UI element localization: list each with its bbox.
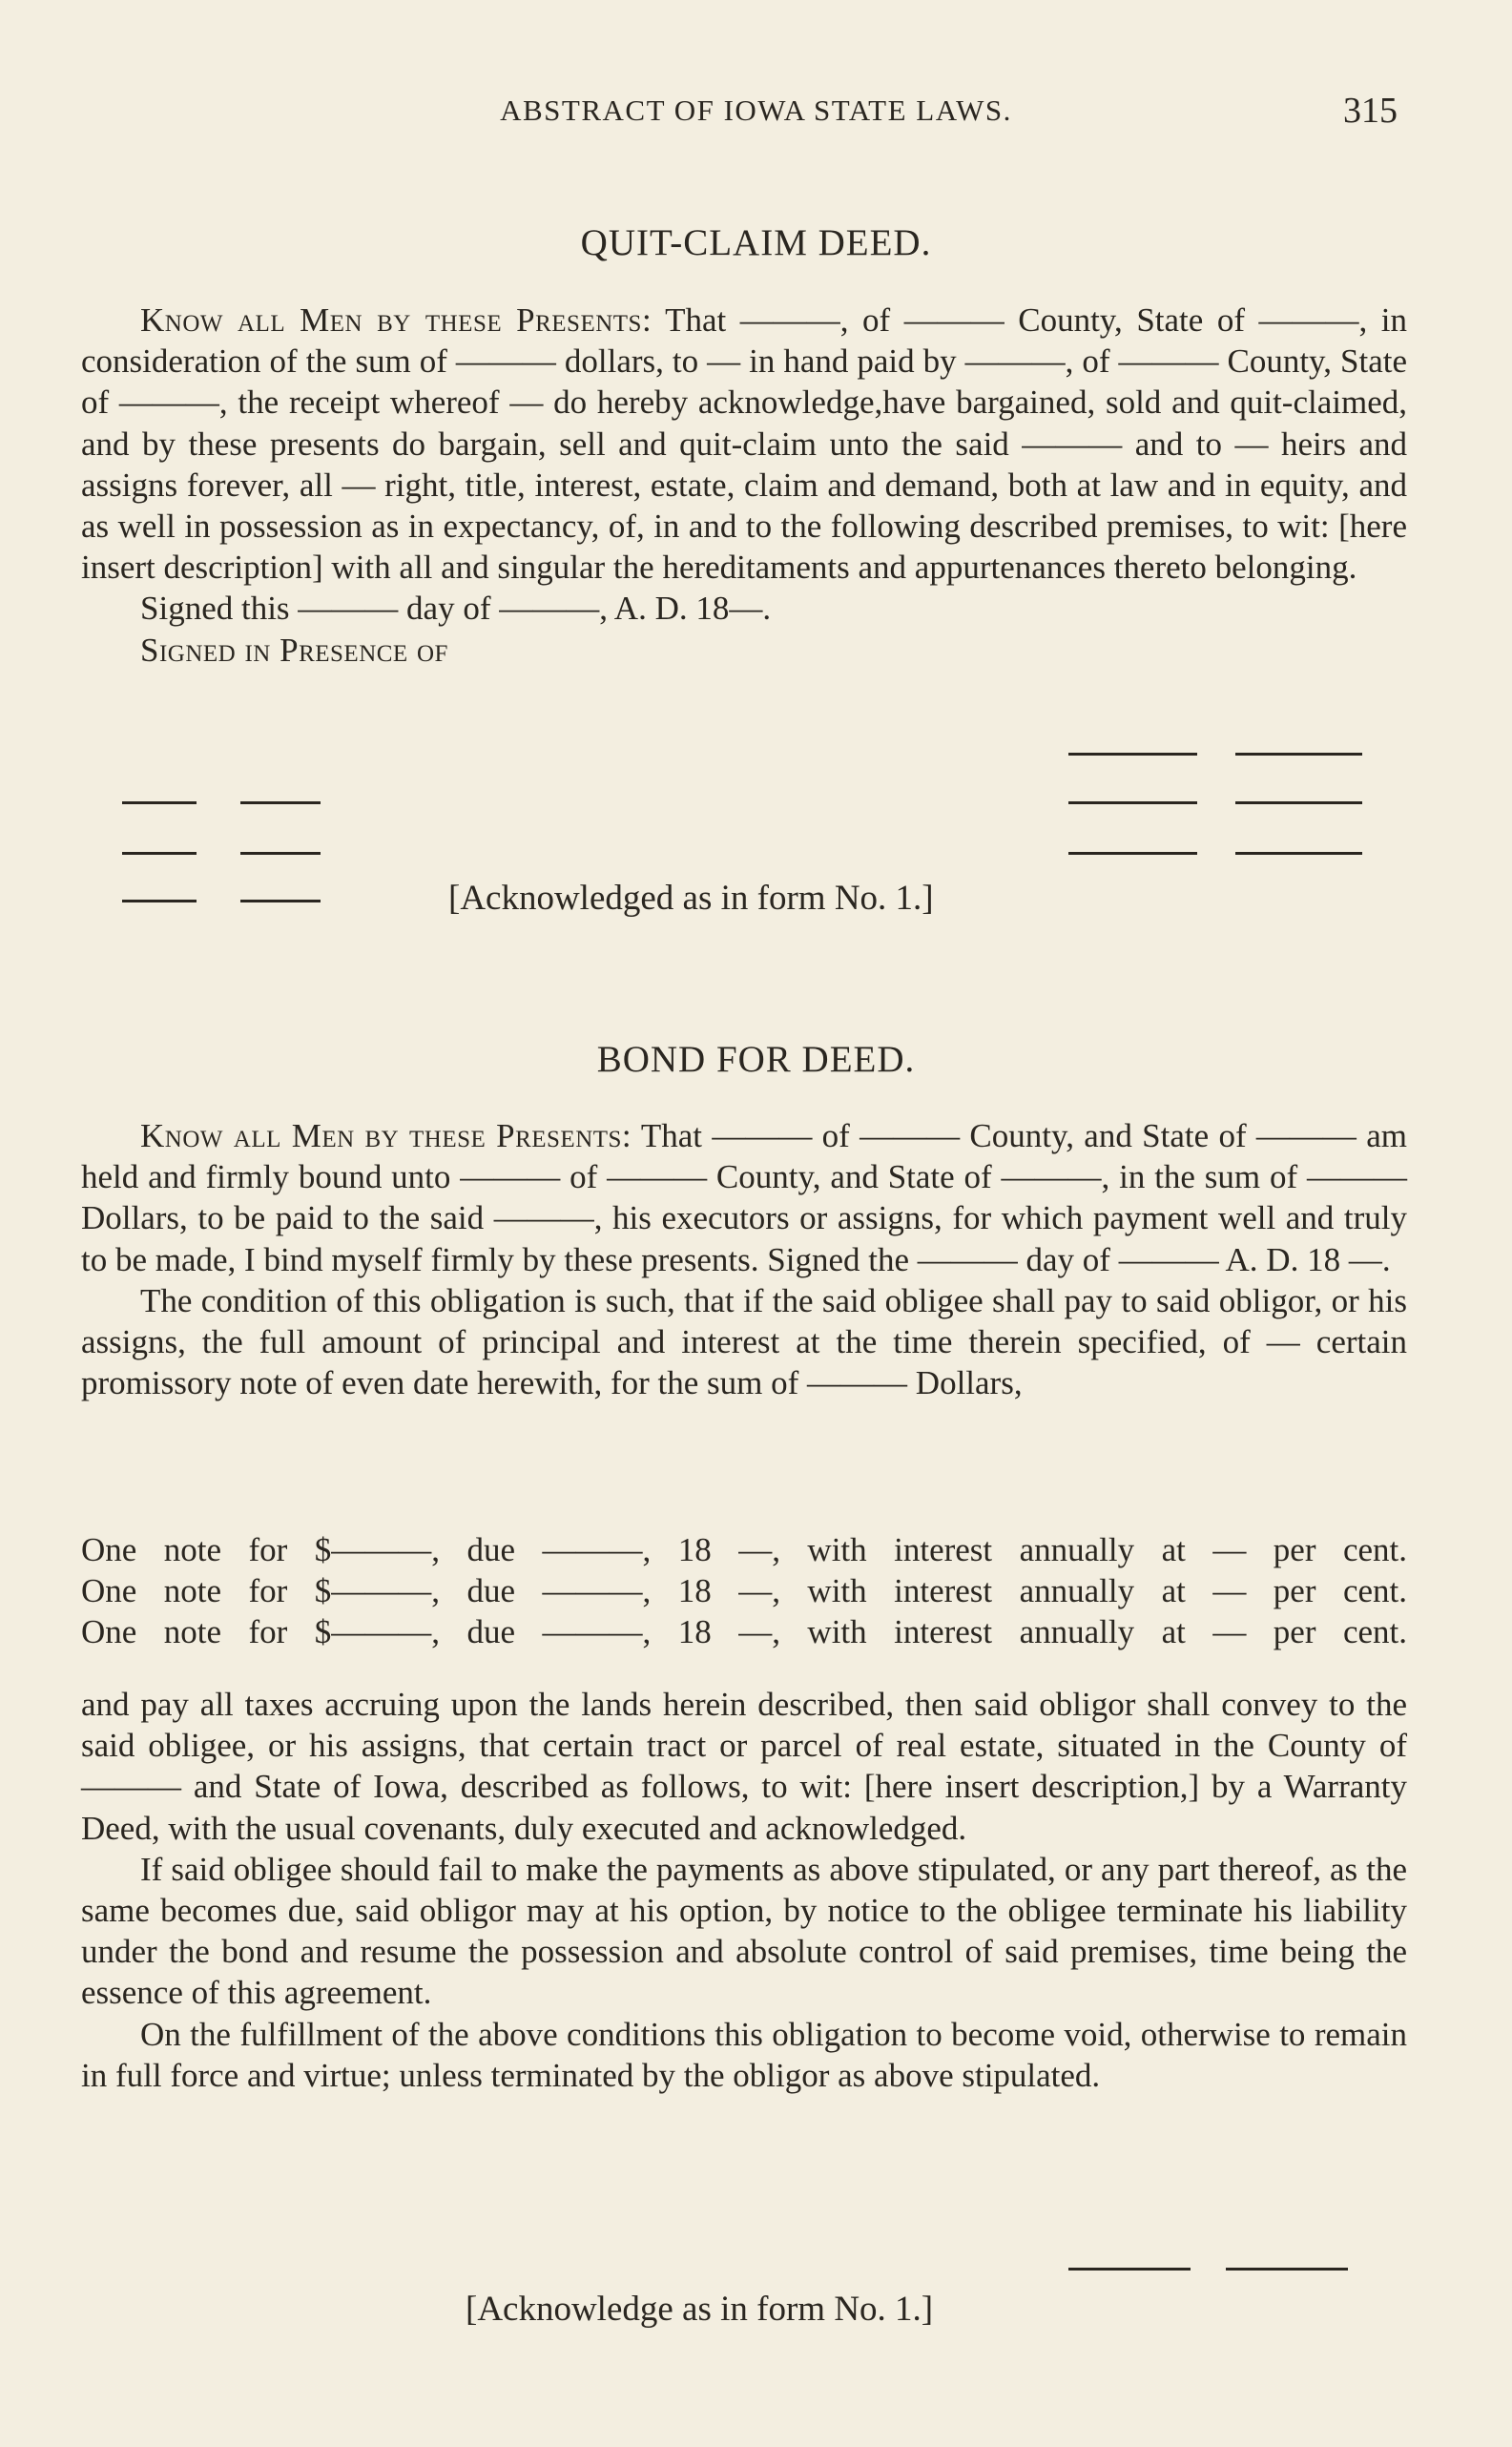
signature-line [1235, 801, 1362, 804]
bond-body [81, 1115, 1407, 1403]
quit-claim-title: QUIT-CLAIM DEED. [580, 222, 932, 263]
signature-line [1235, 753, 1362, 756]
bond-continuation [81, 1684, 1407, 2096]
bond-fail: If said obligee should fail to make the payments as above stipulated, or any part thereof, as the same becomes due, said obligor may at his option, by notice to the obligee terminate his liability under the bond and resume the possession and absolute control of said premises, time being the essence of this agreement. [81, 1850, 1407, 2012]
notes-list [81, 1529, 1407, 1653]
bond-opening: Know all Men by these Presents: [140, 1117, 632, 1154]
bond-text: That ——— of ——— County, and State of ——— am held and firmly bound unto ——— of ——— County, and State of ———, in the sum of ——— Dollars, to be paid to the said ———, his executors or assigns, for which payment well and truly to be made, I bind myself firmly by these presents. Signed the ——— day of ——— A. D. 18 —. [81, 1117, 1408, 1278]
signature-line [1226, 2268, 1348, 2271]
witness-line [122, 852, 197, 855]
bond-taxes: and pay all taxes accruing upon the lands herein described, then said obligor shall convey to the said obligee, or his assigns, that certain tract or parcel of real estate, situated in the County of ——— and State of Iowa, described as follows, to wit: [here insert description,] by a Warranty Deed, with the usual covenants, duly executed and acknowledged. [81, 1686, 1407, 1847]
note-line: One note for $———, due ———, 18 —, with interest annually at — per cent. [81, 1613, 1407, 1651]
bond-acknowledged: [Acknowledge as in form No. 1.] [466, 2290, 934, 2329]
signature-line [1068, 2268, 1191, 2271]
bond-title: BOND FOR DEED. [596, 1039, 916, 1080]
witness-line [240, 801, 321, 804]
signature-line [1068, 852, 1197, 855]
bond-condition: The condition of this obligation is such, that if the said obligee shall pay to said obligor, or his assigns, the full amount of principal and interest at the time therein specified, of — certain promissory note of even date herewith, for the sum of ——— Dollars, [81, 1281, 1407, 1402]
quit-claim-acknowledged: [Acknowledged as in form No. 1.] [448, 879, 934, 918]
signed-in-presence: Signed in Presence of [140, 631, 448, 669]
quit-claim-text: That ———, of ——— County, State of ———, in consideration of the sum of ——— dollars, to — in hand paid by ———, of ——— County, State of ———, the receipt whereof — do hereby acknowledge,have bargained, sold and quit-claimed, and by these presents do bargain, sell and quit-claim unto the said ——— and to — heirs and assigns forever, all — right, title, interest, estate, claim and demand, both at law and in equity, and as well in possession as in expectancy, of, in and to the following described premises, to wit: [here insert description] with all and singular the hereditaments and appurtenances thereto belonging. [81, 301, 1408, 587]
page-number: 315 [1343, 91, 1398, 131]
running-title: ABSTRACT OF IOWA STATE LAWS. [500, 93, 1012, 127]
page-header [0, 93, 1512, 135]
note-line: One note for $———, due ———, 18 —, with interest annually at — per cent. [81, 1572, 1407, 1610]
note-line: One note for $———, due ———, 18 —, with interest annually at — per cent. [81, 1531, 1407, 1568]
signature-line [1235, 852, 1362, 855]
bond-paragraph [81, 1115, 1407, 1280]
signature-line [1068, 801, 1197, 804]
quit-claim-signed-line: Signed this ——— day of ———, A. D. 18—. [140, 590, 772, 628]
quit-claim-opening: Know all Men by these Presents: [140, 301, 652, 339]
witness-line [240, 852, 321, 855]
witness-line [122, 801, 197, 804]
quit-claim-body [81, 300, 1407, 671]
witness-line [122, 900, 197, 902]
witness-line [240, 900, 321, 902]
bond-fulfillment: On the fulfillment of the above conditions this obligation to become void, otherwise to remain in full force and virtue; unless terminated by the obligor as above stipulated. [81, 2015, 1407, 2094]
signature-line [1068, 753, 1197, 756]
quit-claim-paragraph [81, 300, 1407, 588]
